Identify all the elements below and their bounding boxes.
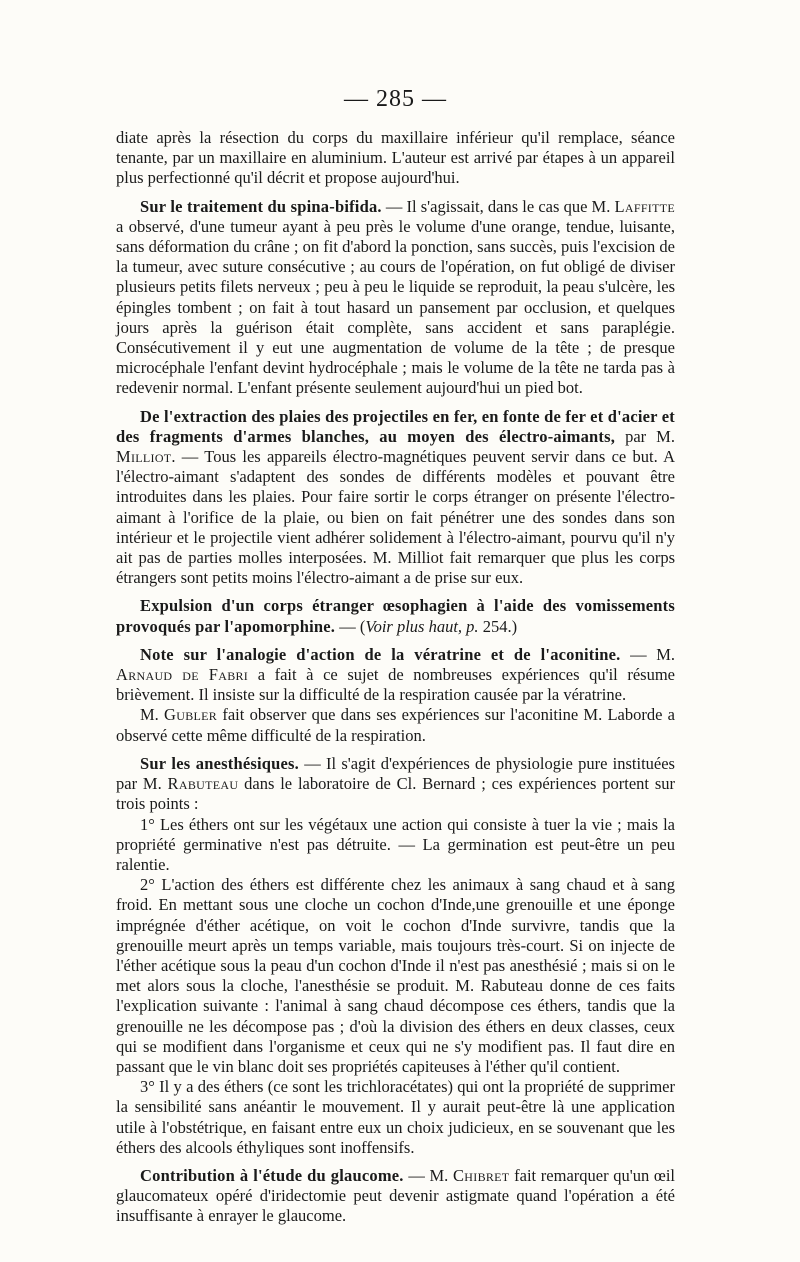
spina-bifida-text-2: a observé, d'une tumeur ayant à peu près le volume d'une orange, tendue, luisante, sans déformation du crâne ; on fit d'abord la ponction, sans succès, puis l'excision de la tumeur, avec suture consécutive ; au cours de l'opération, on fut obligé de diviser plusieurs petits filets nerveux ; peu à peu le liquide se reproduit, la peau s'ulcère, les épingles tombent ; on fait à tout hasard un pansement par occlusion, et quelques jours après la guérison était complète, sans accident et sans paraplégie. Consécutivement il y eut une augmentation de volume de la tête ; de presque microcéphale l'enfant devint hydrocéphale ; mais le volume de la tête ne tarda pas à redevenir normal. L'enfant présente seulement aujourd'hui un pied bot. bbox=[116, 216, 675, 398]
anesthesiques-point-2: 2° L'action des éthers est différente chez les animaux à sang chaud et à sang froid. En mettant sous une cloche un cochon d'Inde,une grenouille et une éponge imprégnée d'éther acétique, on voit le cochon d'Inde survivre, tandis que la grenouille meurt après un temps variable, mais toujours très-court. Si on injecte de l'éther acétique sous la peau d'un cochon d'Inde il n'est pas anesthésié ; mais si on le met alors sous la cloche, l'anesthésie se produit. M. Rabuteau donne de ces faits l'explication suivante : l'animal à sang chaud décompose ces éthers, tandis que la grenouille ne les décompose pas ; d'où la division des éthers en deux classes, ceux qui se modifient dans l'organisme et ceux qui ne s'y modifient pas. Il faut dire en passant que le vin blanc doit ses propriétés capiteuses à l'éther qu'il contient. bbox=[116, 875, 675, 1076]
glaucome-paragraph bbox=[116, 1166, 675, 1227]
glaucome-text-2: fait remarquer qu'un œil glaucomateux opéré d'iridectomie peut devenir astigmate quand l'opération a été insuffisante à enrayer le glaucome. bbox=[116, 1165, 676, 1226]
anesthesiques-paragraph bbox=[116, 754, 675, 815]
glaucome-author: Chibret bbox=[453, 1165, 510, 1185]
expulsion-heading: Expulsion d'un corps étranger œsophagien à l'aide des vomissements provoqués par l'apomorphine. bbox=[116, 596, 675, 636]
expulsion-paragraph bbox=[116, 596, 675, 636]
expulsion-text-1: — ( bbox=[335, 616, 366, 636]
glaucome-text-1: — M. bbox=[403, 1165, 453, 1185]
intro-paragraph: diate après la résection du corps du maxillaire inférieur qu'il remplace, séance tenante, par un maxillaire en aluminium. L'auteur est arrivé par étapes à un appareil plus perfectionné qu'il décrit et propose aujourd'hui. bbox=[116, 128, 675, 188]
anesthesiques-point-1: 1° Les éthers ont sur les végétaux une action qui consiste à tuer la vie ; mais la propriété germinative n'est pas détruite. — La germination est peut-être un peu ralentie. bbox=[116, 814, 675, 874]
spina-bifida-text-1: — Il s'agissait, dans le cas que M. bbox=[381, 196, 615, 216]
veratrine-paragraph bbox=[116, 645, 675, 706]
glaucome-heading: Contribution à l'étude du glaucome. bbox=[140, 1165, 404, 1185]
veratrine-text-2: a fait à ce sujet de nombreuses expériences qu'il résume brièvement. Il insiste sur la difficulté de la respiration causée par la vératrine. bbox=[116, 665, 675, 705]
extraction-author: Milliot bbox=[116, 447, 172, 467]
gubler-text-2: fait observer que dans ses expériences sur l'aconitine M. Laborde a observé cette même difficulté de la respiration. bbox=[116, 705, 675, 745]
page-number: — 285 — bbox=[344, 86, 447, 112]
expulsion-reference: Voir plus haut, p. bbox=[365, 616, 479, 636]
anesthesiques-author: Rabuteau bbox=[167, 774, 239, 794]
gubler-paragraph bbox=[116, 705, 675, 745]
anesthesiques-text-2: dans le laboratoire de Cl. Bernard ; ces expériences portent sur trois points : bbox=[116, 774, 675, 814]
veratrine-author: Arnaud de Fabri bbox=[116, 665, 249, 685]
veratrine-text-1: — M. bbox=[620, 644, 676, 664]
anesthesiques-point-3: 3° Il y a des éthers (ce sont les trichloracétates) qui ont la propriété de supprimer la sensibilité sans anéantir le mouvement. Il y aurait peut-être là une application utile à l'obstétrique, en faisant entre eux un choix judicieux, en se souvenant que les éthers des alcools éthyliques sont inoffensifs. bbox=[116, 1077, 675, 1157]
gubler-text-1: M. bbox=[140, 705, 165, 725]
veratrine-heading: Note sur l'analogie d'action de la vératrine et de l'aconitine. bbox=[140, 644, 621, 664]
expulsion-text-2: 254.) bbox=[478, 616, 518, 636]
anesthesiques-heading: Sur les anesthésiques. bbox=[140, 753, 299, 773]
anesthesiques-text-1: — Il s'agit d'expériences de physiologie pure instituées par M. bbox=[116, 753, 675, 794]
spina-bifida-author: Laffitte bbox=[614, 196, 675, 216]
spina-bifida-paragraph bbox=[116, 197, 675, 399]
extraction-text-1: par M. bbox=[615, 426, 675, 446]
gubler-author: Gubler bbox=[164, 705, 218, 725]
extraction-heading: De l'extraction des plaies des projectiles en fer, en fonte de fer et d'acier et des fragments d'armes blanches, au moyen des électro-aimants, bbox=[116, 406, 675, 446]
extraction-paragraph bbox=[116, 407, 675, 589]
spina-bifida-heading: Sur le traitement du spina-bifida. bbox=[140, 196, 382, 216]
extraction-text-2: . — Tous les appareils électro-magnétiques peuvent servir dans ce but. A l'électro-aimant s'adaptent des sondes de différents modèles et pouvant être introduites dans les plaies. Pour faire sortir le corps étranger on présente l'électro-aimant à l'orifice de la plaie, ou bien on fait pénétrer une des sondes dans son intérieur et le projectile vient adhérer solidement à l'électro-aimant, pourvu qu'il n'y ait pas de parties molles interposées. M. Milliot fait remarquer que plus les corps étrangers sont petits moins l'électro-aimant a de prise sur eux. bbox=[116, 447, 675, 588]
